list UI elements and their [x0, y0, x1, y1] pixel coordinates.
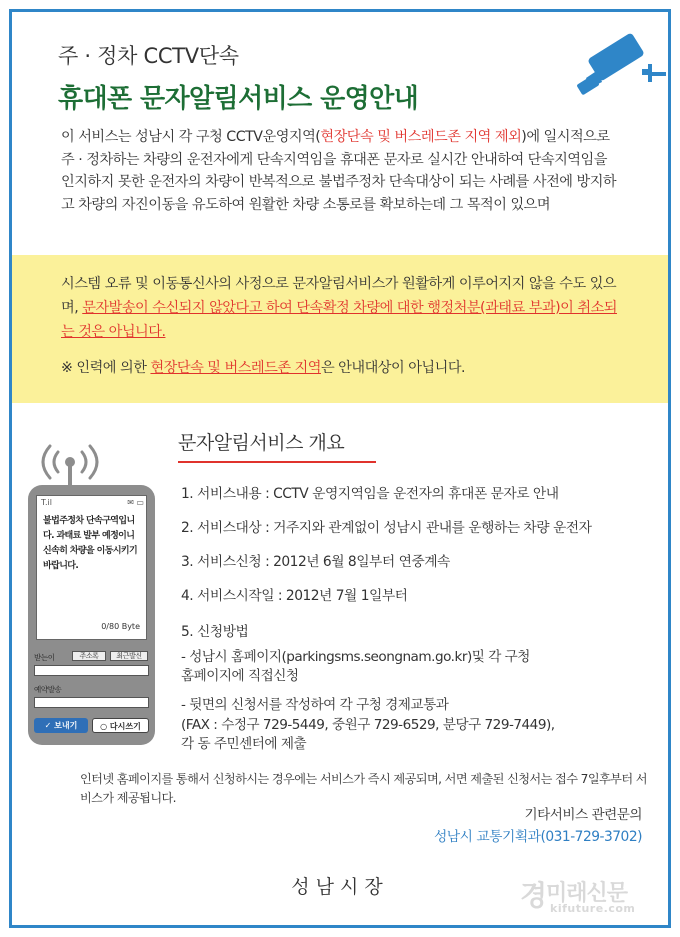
- cctv-camera-icon: [576, 24, 666, 104]
- watermark: [520, 874, 660, 924]
- footer-note: 인터넷 홈페이지를 통해서 신청하시는 경우에는 서비스가 즉시 제공되며, 서면 제출된 신청서는 접수 7일후부터 서비스가 제공됩니다.: [80, 772, 647, 805]
- phone-illustration: [20, 440, 160, 750]
- byte-counter: 0/80 Byte: [101, 622, 140, 631]
- watermark-text: 미래신문: [546, 881, 628, 906]
- send-button[interactable]: ✓ 보내기: [34, 718, 88, 733]
- method-line: 홈페이지에 직접신청: [181, 668, 299, 684]
- schedule-field[interactable]: [34, 697, 149, 708]
- phone-screen: [36, 495, 147, 640]
- list-item: 5. 신청방법: [181, 624, 249, 640]
- page-subtitle: 주 · 정차 CCTV단속: [58, 44, 239, 68]
- watermark-logo-icon: 경: [520, 879, 548, 912]
- message-battery-icon: ✉ ▭: [127, 498, 144, 507]
- recipient-label: 받는이: [34, 653, 55, 662]
- scheduled-send-label: 예약발송: [34, 685, 62, 694]
- phone-status-bar: [41, 498, 144, 512]
- signer: 성남시장: [291, 876, 389, 898]
- notice-text: 시스템 오류 및 이동통신사의 사정으로 문자알림서비스가 원활하게 이루어지지 않을 수도 있으며,: [61, 276, 617, 316]
- footnote-highlight: 현장단속 및 버스레드존 지역: [150, 360, 321, 376]
- overview-heading: 문자알림서비스 개요: [178, 428, 376, 463]
- intro-exclusion-highlight: 현장단속 및 버스레드존 지역 제외: [320, 129, 522, 145]
- footnote-post: 은 안내대상이 아닙니다.: [320, 360, 466, 376]
- notice-footnote: [61, 356, 626, 380]
- address-book-button[interactable]: 주소록: [72, 651, 106, 661]
- intro-paragraph: [61, 126, 621, 216]
- list-item: 4. 서비스시작일 : 2012년 7월 1일부터: [181, 588, 408, 604]
- method-line: - 뒷면의 신청서를 작성하여 각 구청 경제교통과: [181, 697, 449, 713]
- list-item: 2. 서비스대상 : 거주지와 관계없이 성남시 관내를 운행하는 차량 운전자: [181, 520, 592, 536]
- signal-strength-icon: T.il: [41, 498, 52, 507]
- phone-body: [28, 485, 155, 745]
- intro-text-end: )에 일시적으로 주 · 정차하는 차량의 운전자에게 단속지역임을 휴대폰 문자로 실시간 안내하여 단속지역임을 인지하지 못한 운전자의 차량이 반복적으로 불법주정차 단속대상이 되는 사례를 사전에 방지하고 차량의 자진이동을 유도하여 원활한 차량 소통로를 확보하는데 그 목적이 있으며: [61, 129, 617, 213]
- rewrite-label: 다시쓰기: [109, 722, 141, 731]
- recent-sent-button[interactable]: 최근발신: [110, 651, 148, 661]
- notice-highlight: 문자발송이 수신되지 않았다고 하여 단속확정 차량에 대한 행정처분(과태료 부과)이 취소되는 것은 아닙니다.: [61, 300, 617, 340]
- signal-antenna-icon: [30, 440, 110, 490]
- method-line: (FAX : 수정구 729-5449, 중원구 729-6529, 분당구 729-7449),: [181, 717, 555, 733]
- notice-paragraph: [61, 272, 626, 344]
- recipient-row: [34, 651, 149, 663]
- footnote-pre: ※ 인력에 의한: [61, 360, 151, 376]
- contact-phone: 성남시 교통기획과(031-729-3702): [433, 829, 642, 845]
- notice-box: [12, 255, 668, 403]
- contact-label: 기타서비스 관련문의: [524, 807, 642, 823]
- list-item: 3. 서비스신청 : 2012년 6월 8일부터 연중계속: [181, 554, 450, 570]
- list-item: 1. 서비스내용 : CCTV 운영지역임을 운전자의 휴대폰 문자로 안내: [181, 486, 559, 502]
- sms-message: 불법주정차 단속구역입니다. 과태료 발부 예정이니 신속히 차량을 이동시키기 바랍니다.: [43, 516, 138, 571]
- method-line: 각 동 주민센터에 제출: [181, 736, 307, 752]
- recipient-field[interactable]: [34, 665, 149, 676]
- method-line: - 성남시 홈페이지(parkingsms.seongnam.go.kr)및 각 구청: [181, 649, 530, 665]
- page-title: 휴대폰 문자알림서비스 운영안내: [58, 84, 419, 114]
- watermark-url: kifuture.com: [550, 902, 636, 915]
- intro-text-start: 이 서비스는 성남시 각 구청 CCTV운영지역(: [61, 129, 321, 145]
- rewrite-button[interactable]: ○ 다시쓰기: [92, 718, 149, 733]
